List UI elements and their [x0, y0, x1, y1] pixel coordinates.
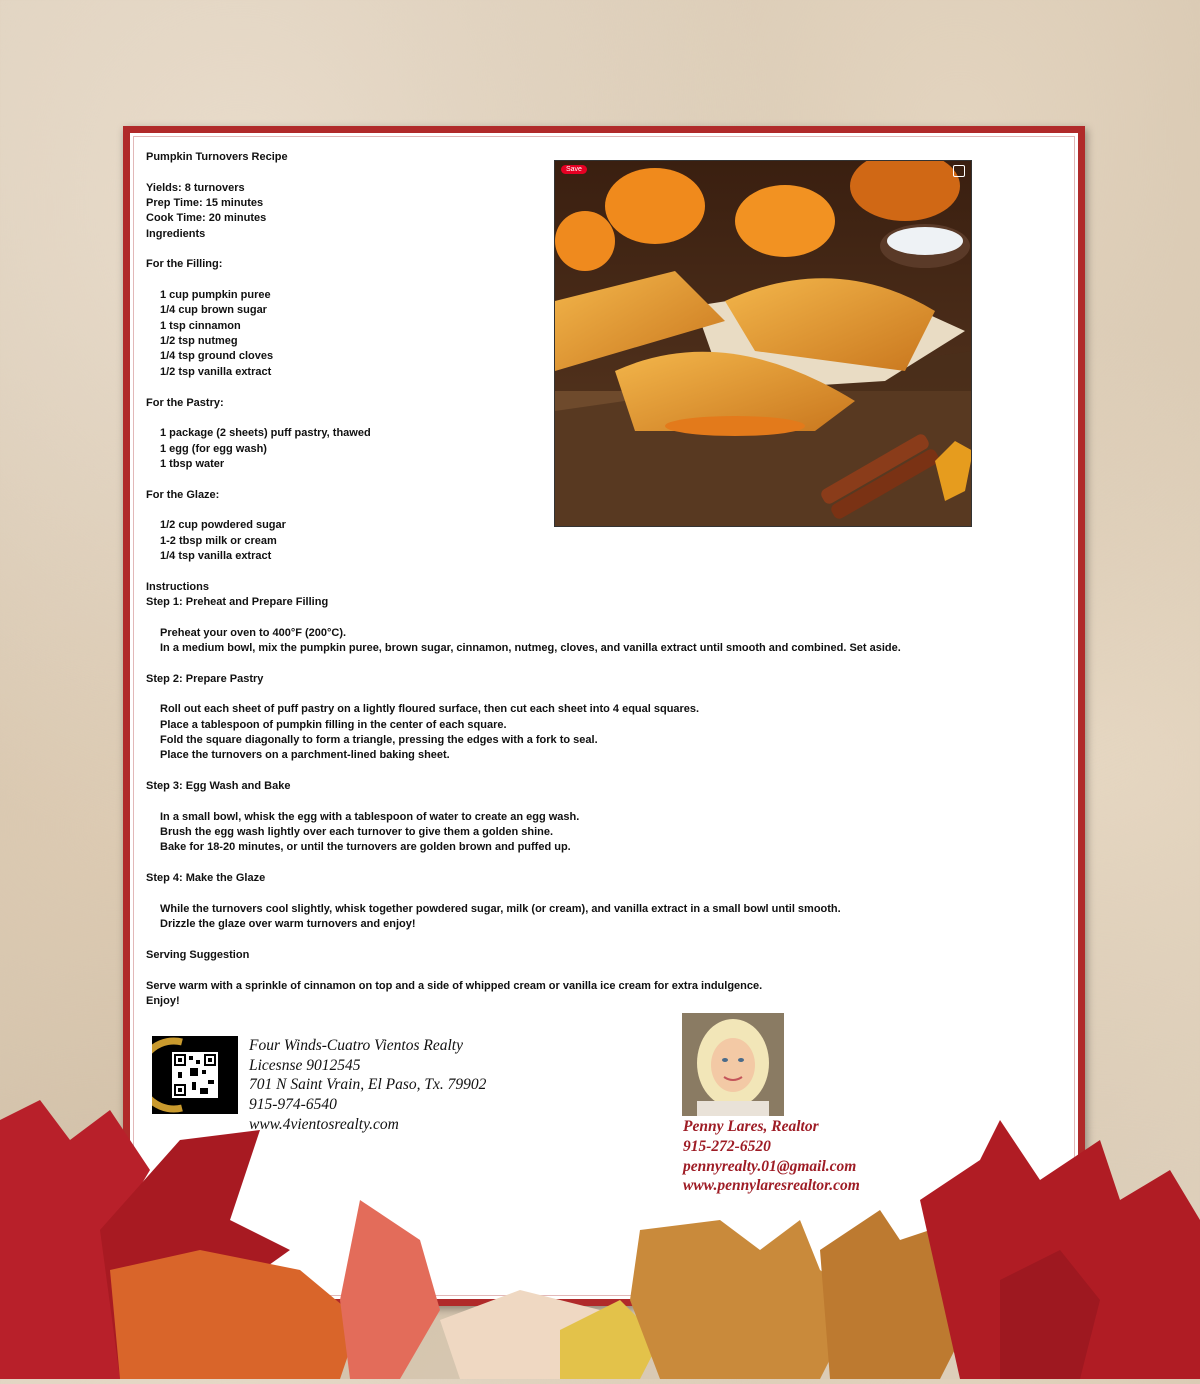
- ingredient-item: 1 cup pumpkin puree: [160, 289, 271, 302]
- step-line: Drizzle the glaze over warm turnovers and enjoy!: [160, 918, 416, 931]
- step4-heading: Step 4: Make the Glaze: [146, 872, 266, 885]
- company-name: Four Winds-Cuatro Vientos Realty: [249, 1037, 463, 1054]
- ingredient-item: 1/2 tsp nutmeg: [160, 335, 238, 348]
- step-line: In a medium bowl, mix the pumpkin puree, brown sugar, cinnamon, nutmeg, cloves, and vanilla extract until smooth and combined. Set aside.: [160, 642, 901, 654]
- step-line: Brush the egg wash lightly over each turnover to give them a golden shine.: [160, 826, 554, 839]
- ingredient-item: 1 package (2 sheets) puff pastry, thawed: [160, 427, 371, 440]
- step2-heading: Step 2: Prepare Pastry: [146, 672, 264, 685]
- ingredient-item: 1/2 tsp vanilla extract: [160, 365, 272, 378]
- ingredient-item: 1 egg (for egg wash): [160, 442, 267, 455]
- glaze-heading: For the Glaze:: [146, 488, 220, 501]
- ingredient-item: 1/4 cup brown sugar: [160, 304, 267, 317]
- expand-icon[interactable]: [953, 165, 965, 177]
- prep-time: Prep Time: 15 minutes: [146, 197, 264, 210]
- step-line: Preheat your oven to 400°F (200°C).: [160, 626, 347, 639]
- autumn-leaves-border: [0, 1100, 1200, 1379]
- ingredient-item: 1/4 tsp ground cloves: [160, 350, 274, 363]
- ingredient-item: 1 tsp cinnamon: [160, 319, 241, 332]
- ingredient-item: 1/4 tsp vanilla extract: [160, 549, 272, 562]
- agent-phone: 915-272-6520: [683, 1137, 771, 1155]
- company-address: 701 N Saint Vrain, El Paso, Tx. 79902: [249, 1076, 487, 1094]
- step-line: In a small bowl, whisk the egg with a tablespoon of water to create an egg wash.: [160, 810, 580, 823]
- step-line: Place a tablespoon of pumpkin filling in the center of each square.: [160, 718, 507, 731]
- cook-time: Cook Time: 20 minutes: [146, 212, 267, 225]
- step3-heading: Step 3: Egg Wash and Bake: [146, 780, 291, 793]
- agent-email[interactable]: pennyrealty.01@gmail.com: [683, 1157, 857, 1175]
- serving-heading: Serving Suggestion: [146, 948, 250, 961]
- ingredient-item: 1-2 tbsp milk or cream: [160, 534, 277, 547]
- step-line: While the turnovers cool slightly, whisk together powdered sugar, milk (or cream), and vanilla extract in a small bowl until smooth.: [160, 902, 841, 915]
- company-website[interactable]: www.4vientosrealty.com: [249, 1115, 399, 1133]
- step-line: Fold the square diagonally to form a triangle, pressing the edges with a fork to seal.: [160, 734, 598, 747]
- agent-name: Penny Lares, Realtor: [683, 1118, 819, 1135]
- serving-line: Serve warm with a sprinkle of cinnamon on top and a side of whipped cream or vanilla ice cream for extra indulgence.: [146, 979, 763, 992]
- instructions-heading: Instructions: [146, 580, 209, 593]
- ingredient-item: 1 tbsp water: [160, 457, 225, 470]
- company-license: Licesnse 9012545: [249, 1056, 361, 1074]
- save-button[interactable]: Save: [561, 165, 587, 174]
- step-line: Roll out each sheet of puff pastry on a lightly floured surface, then cut each sheet into 4 equal squares.: [160, 703, 700, 716]
- ingredients-heading: Ingredients: [146, 227, 206, 240]
- recipe-title: Pumpkin Turnovers Recipe: [146, 151, 288, 163]
- serving-line: Enjoy!: [146, 994, 180, 1007]
- step-line: Bake for 18-20 minutes, or until the turnovers are golden brown and puffed up.: [160, 841, 571, 854]
- pastry-heading: For the Pastry:: [146, 396, 224, 409]
- filling-heading: For the Filling:: [146, 258, 223, 271]
- step1-heading: Step 1: Preheat and Prepare Filling: [146, 595, 329, 608]
- company-phone: 915-974-6540: [249, 1096, 337, 1114]
- agent-website[interactable]: www.pennylaresrealtor.com: [683, 1177, 860, 1195]
- turnovers-photo: [554, 160, 972, 527]
- yields: Yields: 8 turnovers: [146, 181, 245, 194]
- step-line: Place the turnovers on a parchment-lined baking sheet.: [160, 749, 450, 762]
- ingredient-item: 1/2 cup powdered sugar: [160, 519, 286, 532]
